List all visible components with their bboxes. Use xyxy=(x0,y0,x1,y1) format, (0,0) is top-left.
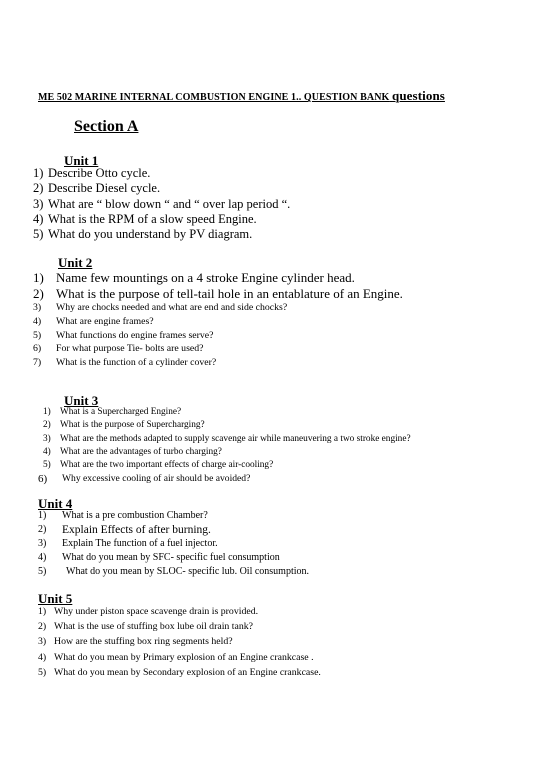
question-text: What do you understand by PV diagram. xyxy=(48,227,253,242)
question-text: For what purpose Tie- bolts are used? xyxy=(56,343,204,355)
question-text: What do you mean by SFC- specific fuel consumption xyxy=(62,552,280,563)
question-text: How are the stuffing box ring segments held? xyxy=(54,636,233,648)
question-text: What is the function of a cylinder cover? xyxy=(56,357,217,369)
question-item xyxy=(43,419,411,432)
question-item xyxy=(38,650,321,665)
document-title xyxy=(38,88,445,104)
question-text: Explain Effects of after burning. xyxy=(62,524,211,536)
question-item xyxy=(33,329,287,343)
question-item xyxy=(43,433,411,446)
question-item xyxy=(33,342,287,356)
question-number: 2) xyxy=(38,524,47,535)
unit-2-question-list-b xyxy=(33,301,287,370)
question-text: What are the two important effects of charge air-cooling? xyxy=(60,460,274,471)
question-number: 5) xyxy=(33,329,42,341)
question-number: 2) xyxy=(33,181,44,196)
section-heading: Section A xyxy=(74,118,139,135)
question-item xyxy=(38,551,309,565)
question-number: 6) xyxy=(33,343,42,355)
question-number: 4) xyxy=(38,552,47,563)
question-item xyxy=(38,634,321,649)
question-number: 5) xyxy=(38,566,47,577)
question-item xyxy=(38,619,321,634)
question-text: What do you mean by SLOC- specific lub. Oil consumption. xyxy=(66,566,310,577)
question-item xyxy=(33,166,290,181)
question-item xyxy=(43,406,411,419)
document-title-main: ME 502 MARINE INTERNAL COMBUSTION ENGINE 1.. QUESTION BANK xyxy=(38,92,390,103)
question-number: 3) xyxy=(33,302,42,313)
question-item xyxy=(38,604,321,619)
question-text: What is a pre combustion Chamber? xyxy=(62,510,208,521)
question-text: What are the methods adapted to supply scavenge air while maneuvering a two stroke engine? xyxy=(60,433,411,444)
question-number: 1) xyxy=(38,606,47,617)
question-item xyxy=(38,523,309,537)
question-number: 4) xyxy=(43,446,51,457)
unit-4-question-list xyxy=(38,509,309,579)
unit-1-heading: Unit 1 xyxy=(64,153,99,168)
question-item xyxy=(33,197,290,212)
question-item xyxy=(38,537,309,551)
document-title-tail: questions xyxy=(392,88,445,103)
question-number: 3) xyxy=(38,538,47,549)
unit-2-question-list-a xyxy=(33,270,403,301)
question-text: What is the RPM of a slow speed Engine. xyxy=(48,211,257,226)
question-item xyxy=(38,472,250,486)
unit-1-question-list xyxy=(33,166,290,242)
unit-3-heading: Unit 3 xyxy=(64,393,99,408)
question-text: Describe Diesel cycle. xyxy=(48,181,161,196)
question-text: What are engine frames? xyxy=(56,315,154,327)
question-number: 6) xyxy=(38,473,48,485)
question-number: 2) xyxy=(33,285,44,301)
question-item xyxy=(33,181,290,196)
question-text: What do you mean by Secondary explosion of an Engine crankcase. xyxy=(54,666,321,678)
question-item xyxy=(33,212,290,227)
question-text: What is the purpose of tell-tail hole in an entablature of an Engine. xyxy=(56,285,403,301)
question-number: 5) xyxy=(33,227,44,242)
question-item xyxy=(38,509,309,523)
unit-3-question-list-last xyxy=(38,472,250,486)
question-text: What is a Supercharged Engine? xyxy=(60,407,182,417)
question-item xyxy=(33,270,403,286)
question-item xyxy=(33,227,290,242)
question-number: 1) xyxy=(33,166,44,180)
question-text: Name few mountings on a 4 stroke Engine cylinder head. xyxy=(56,270,355,285)
question-text: What is the purpose of Supercharging? xyxy=(60,420,205,431)
question-number: 3) xyxy=(33,196,44,211)
question-item xyxy=(38,565,309,579)
question-number: 5) xyxy=(43,460,51,471)
unit-3-question-list xyxy=(43,406,411,472)
question-text: Why excessive cooling of air should be avoided? xyxy=(62,473,251,484)
question-text: Why under piston space scavenge drain is provided. xyxy=(54,606,259,617)
unit-5-heading: Unit 5 xyxy=(38,591,73,606)
question-item xyxy=(38,665,321,680)
question-text: What are the advantages of turbo charging? xyxy=(60,446,222,457)
question-text: What do you mean by Primary explosion of an Engine crankcase . xyxy=(54,651,314,663)
question-item xyxy=(43,446,411,459)
question-number: 5) xyxy=(38,666,47,678)
question-text: What functions do engine frames serve? xyxy=(56,329,214,341)
question-text: Describe Otto cycle. xyxy=(48,166,151,180)
question-number: 4) xyxy=(33,315,42,327)
question-number: 1) xyxy=(38,510,47,521)
question-item xyxy=(43,459,411,472)
question-item xyxy=(33,301,287,315)
question-text: What is the use of stuffing box lube oil drain tank? xyxy=(54,621,253,633)
question-number: 2) xyxy=(43,420,51,431)
question-item xyxy=(33,286,403,302)
unit-2-heading: Unit 2 xyxy=(58,255,93,270)
question-item xyxy=(33,315,287,329)
question-text: What are “ blow down “ and “ over lap period “. xyxy=(48,196,291,211)
question-number: 1) xyxy=(43,407,51,417)
unit-5-question-list xyxy=(38,604,321,680)
question-number: 2) xyxy=(38,621,47,633)
question-number: 3) xyxy=(43,433,51,444)
question-number: 1) xyxy=(33,270,44,285)
question-number: 4) xyxy=(33,211,44,226)
question-number: 7) xyxy=(33,357,42,369)
question-text: Explain The function of a fuel injector. xyxy=(62,538,218,549)
question-number: 3) xyxy=(38,636,47,648)
question-number: 4) xyxy=(38,651,47,663)
unit-4-heading: Unit 4 xyxy=(38,496,73,511)
question-item xyxy=(33,356,287,370)
question-text: Why are chocks needed and what are end and side chocks? xyxy=(56,302,288,313)
